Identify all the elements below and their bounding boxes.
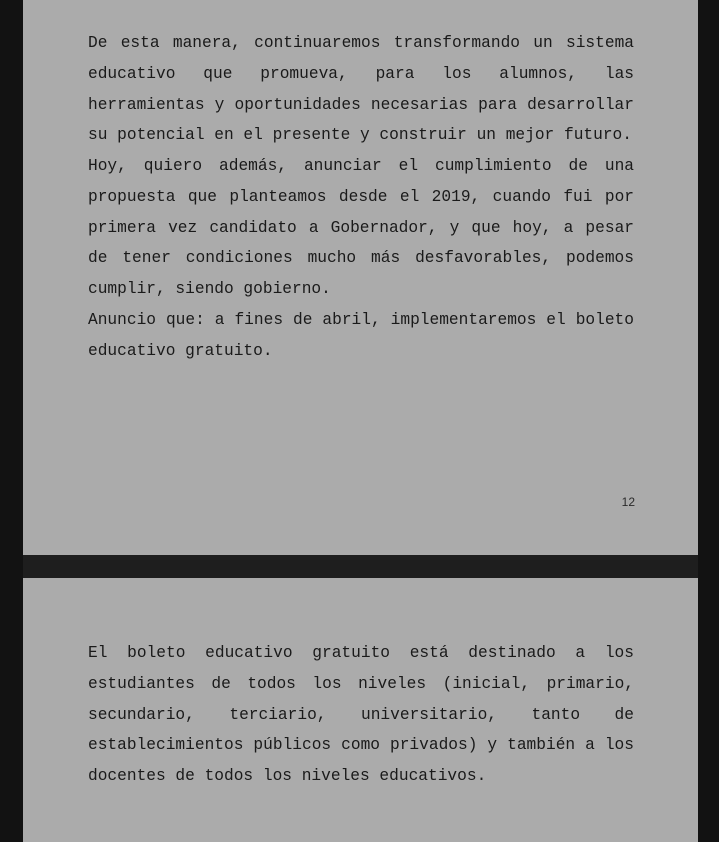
paragraph-announcement-intro: Hoy, quiero además, anunciar el cumplimiento de una propuesta que planteamos desde el 2019, cuando fui por primera vez candidato a Gobernador, y que hoy, a pesar de tener condiciones mucho más desfavorables, podemos cumplir, siendo gobierno. xyxy=(88,157,634,298)
paragraph-free-ticket-scope: El boleto educativo gratuito está destinado a los estudiantes de todos los niveles (inicial, primario, secundario, terciario, universitario, tanto de establecimientos públicos como privados) y también a los docentes de todos los niveles educativos. xyxy=(88,644,634,785)
page-number: 12 xyxy=(621,495,635,509)
page-body xyxy=(88,28,634,366)
document-page-12 xyxy=(23,0,698,555)
paragraph-transformation: De esta manera, continuaremos transformando un sistema educativo que promueva, para los alumnos, las herramientas y oportunidades necesarias para desarrollar su potencial en el presente y construir un mejor futuro. xyxy=(88,34,634,145)
page-separator xyxy=(23,555,698,578)
paragraph-announcement: Anuncio que: a fines de abril, implementaremos el boleto educativo gratuito. xyxy=(88,310,634,360)
document-page-13 xyxy=(23,578,698,842)
page-body xyxy=(88,638,634,792)
